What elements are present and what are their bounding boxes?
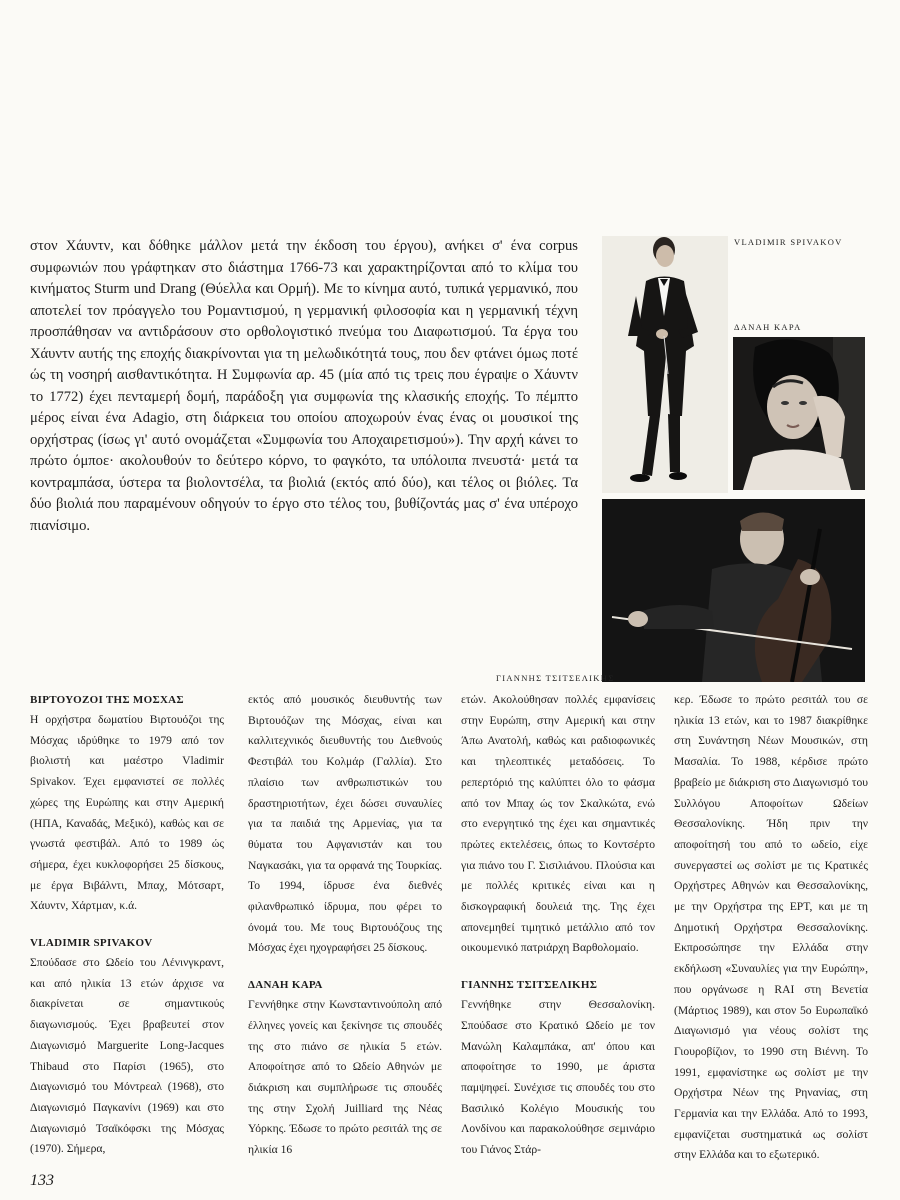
photo-tsitselikis [602, 499, 865, 682]
column-3 [461, 690, 655, 1161]
page-number: 133 [30, 1172, 54, 1189]
text-tsitselikis-part2: κερ. Έδωσε το πρώτο ρεσιτάλ του σε ηλικία 13 ετών, και το 1987 διακρίθηκε στη Συνάντηση Νέων Μουσικών, στη Μασαλία. Το 1988, κέρδισε πρώτο βραβείο με διάκριση στο Διαγωνισμό του Συλλόγου Αποφοίτων Ωδείων Θεσσαλονίκης. Ήδη πριν την αποφοίτησή του από το ωδείο, είχε συνεργαστεί ως σολίστ με τις Κρατικές Ορχήστρες Αθηνών και Θεσσαλονίκης, με την Ορχήστρα της ΕΡΤ, και με τη Δημοτική Ορχήστρα Θεσσαλονίκης. Εκπροσώπησε την Ελλάδα στην εκδήλωση «Συναυλίες για την Ευρώπη», που οργάνωσε η RAI στη Βενετία (Μάρτιος 1989), και στον 5ο Ευρωπαϊκό Διαγωνισμό για νέους σολίστ της Γιουροβίζιον, το 1990 στη Βιέννη. Το 1991, εμφανίστηκε ως σολίστ με την Ορχήστρα Νέων της Ρηνανίας, στη Γερμανία και την Ελλάδα. Από το 1993, εμφανίζεται συστηματικά ως σολίστ στην Ελλάδα και το εξωτερικό. [674, 693, 868, 1162]
caption-tsitselikis: ΓΙΑΝΝΗΣ ΤΣΙΤΣΕΛΙΚΗΣ [496, 673, 615, 683]
heading-virtuosi: ΒΙΡΤΟΥΟΖΟΙ ΤΗΣ ΜΟΣΧΑΣ [30, 694, 184, 706]
column-1 [30, 690, 224, 1160]
column-2 [248, 690, 442, 1161]
heading-spivakov: VLADIMIR SPIVAKOV [30, 937, 153, 950]
main-paragraph: στον Χάυντν, και δόθηκε μάλλον μετά την έκδοση του έργου), ανήκει σ' ένα corpus συμφωνιών που γράφτηκαν στο διάστημα 1766-73 και χαρακτηρίζονται από το κλίμα του κινήματος Sturm und Drang (Θύελλα και Ορμή). Με το κίνημα αυτό, τυπικά γερμανικό, που αποτελεί τον πρόαγγελο του Ρομαντισμού, η γερμανική φιλοσοφία και η γερμανική τέχνη προσπάθησαν να αντιδράσουν στο ορθολογιστικό πνεύμα του Διαφωτισμού. Τα έργα του Χάυντν αυτής της εποχής διακρίνονται για τη μελωδικότητά τους, που δεν φτάνει όμως ποτέ ώς τη νοσηρή αισθαντικότητα. Η Συμφωνία αρ. 45 (μία από τις τρεις που έγραψε ο Χάυντν το 1772) έχει πενταμερή δομή, παράδοξη για συμφωνία της κλασικής εποχής. Το πέμπτο μέρος είναι ένα Adagio, στη διάρκεια του οποίου αποχωρούν ένας ένας οι μουσικοί της ορχήστρας (ίσως γι' αυτό ονομάζεται «Συμφωνία του Αποχαιρετισμού»). Την αρχή κάνει το πρώτο όμποε· ακολουθούν το δεύτερο κόρνο, το φαγκότο, τα υπόλοιπα πνευστά· μετά τα κοντραμπάσα, ύστερα τα βιολοντσέλα, τα βιολιά (εκτός από δύο), και τέλος οι βιόλες. Τα δύο βιολιά που παραμένουν οδηγούν το έργο στο τέλος του, βυθίζοντάς μας σ' ένα υπέροχο πιανίσιμο. [30, 238, 578, 534]
heading-tsitselikis: ΓΙΑΝΝΗΣ ΤΣΙΤΣΕΛΙΚΗΣ [461, 979, 598, 992]
text-virtuosi: Η ορχήστρα δωματίου Βιρτουόζοι της Μόσχας ιδρύθηκε το 1979 από τον βιολιστή και μαέστρο Vladimir Spivakov. Έχει εμφανιστεί σε πολλές χώρες της Ευρώπης και στην Αμερική (ΗΠΑ, Καναδάς, Μεξικό), καθώς και σε γνωστά φεστιβάλ. Από το 1989 ώς σήμερα, έχει κυκλοφορήσει 25 δίσκους, με έργα Βιβάλντι, Μπαχ, Μότσαρτ, Χάυντν, Χάρτμαν, κ.ά. [30, 713, 224, 913]
caption-kara: ΔΑΝΑΗ ΚΑΡΑ [734, 322, 802, 332]
photo-kara [733, 337, 865, 490]
text-kara-part1: Γεννήθηκε στην Κωνσταντινούπολη από έλληνες γονείς και ξεκίνησε τις σπουδές της στο πιάνο σε ηλικία 5 ετών. Αποφοίτησε από το Ωδείο Αθηνών με διάκριση και συμπλήρωσε τις σπουδές της στην Σχολή Juilliard της Νέας Υόρκης. Έδωσε το πρώτο ρεσιτάλ της σε ηλικία 16 [248, 998, 442, 1157]
photo-spivakov [602, 236, 728, 493]
caption-spivakov: VLADIMIR SPIVAKOV [734, 237, 843, 247]
text-spivakov-part1: Σπούδασε στο Ωδείο του Λένινγκραντ, και από ηλικία 13 ετών άρχισε να διακρίνεται σε σημαντικούς διαγωνισμούς. Έχει βραβευτεί στον Διαγωνισμό Marguerite Long-Jacques Thibaud στο Παρίσι (1965), στο Διαγωνισμό του Μόντρεαλ (1968), στο Διαγωνισμό Παγκανίνι (1969) και στο Διαγωνισμό Τσαϊκόφσκι της Μόσχας (1970). Σήμερα, [30, 956, 224, 1156]
text-tsitselikis-part1: Γεννήθηκε στην Θεσσαλονίκη. Σπούδασε στο Κρατικό Ωδείο με τον Μανώλη Καλαμπάκα, απ' όπου και αποφοίτησε το 1990, με άριστα παμψηφεί. Συνέχισε τις σπουδές του στο Βασιλικό Κολέγιο Μουσικής του Λονδίνου και παρακολούθησε σεμινάριο του Γιάνος Στάρ- [461, 998, 655, 1157]
column-4 [674, 690, 868, 1166]
heading-kara: ΔΑΝΑΗ ΚΑΡΑ [248, 979, 323, 992]
biographies [30, 690, 868, 1162]
main-article-text [30, 236, 578, 537]
text-spivakov-part2: εκτός από μουσικός διευθυντής των Βιρτουόζων της Μόσχας, είναι και καλλιτεχνικός διευθυντής του Διεθνούς Φεστιβάλ του Κολμάρ (Γαλλία). Στο πλαίσιο των ανθρωπιστικών του δραστηριοτήτων, έχει δώσει συναυλίες για τα παιδιά της Αρμενίας, για τα θύματα του Αφγανιστάν και του Ναγκασάκι, για τα ορφανά της Τουρκίας. Το 1994, ίδρυσε ένα διεθνές φιλανθρωπικό ίδρυμα, που φέρει το όνομά του. Με τους Βιρτουόζους της Μόσχας έχει ηχογραφήσει 25 δίσκους. [248, 693, 442, 955]
text-kara-part2: ετών. Ακολούθησαν πολλές εμφανίσεις στην Ευρώπη, στην Αμερική και στην Άπω Ανατολή, καθώς και ραδιοφωνικές και τηλεοπτικές μεταδόσεις. Το ρεπερτόριό της καλύπτει όλο το φάσμα από τον Μπαχ ώς τον Σκαλκώτα, ενώ στο ενεργητικό της έχει και σημαντικές πρώτες εκτελέσεις, όπως το Κοντσέρτο για πιάνο του Γ. Σισιλιάνου. Πλούσια και με πολλές κριτικές είναι και η δισκογραφική δουλειά της. Της έχει απονεμηθεί τιμητικό μετάλλιο από τον οικουμενικό πατριάρχη Βαρθολομαίο. [461, 693, 655, 955]
